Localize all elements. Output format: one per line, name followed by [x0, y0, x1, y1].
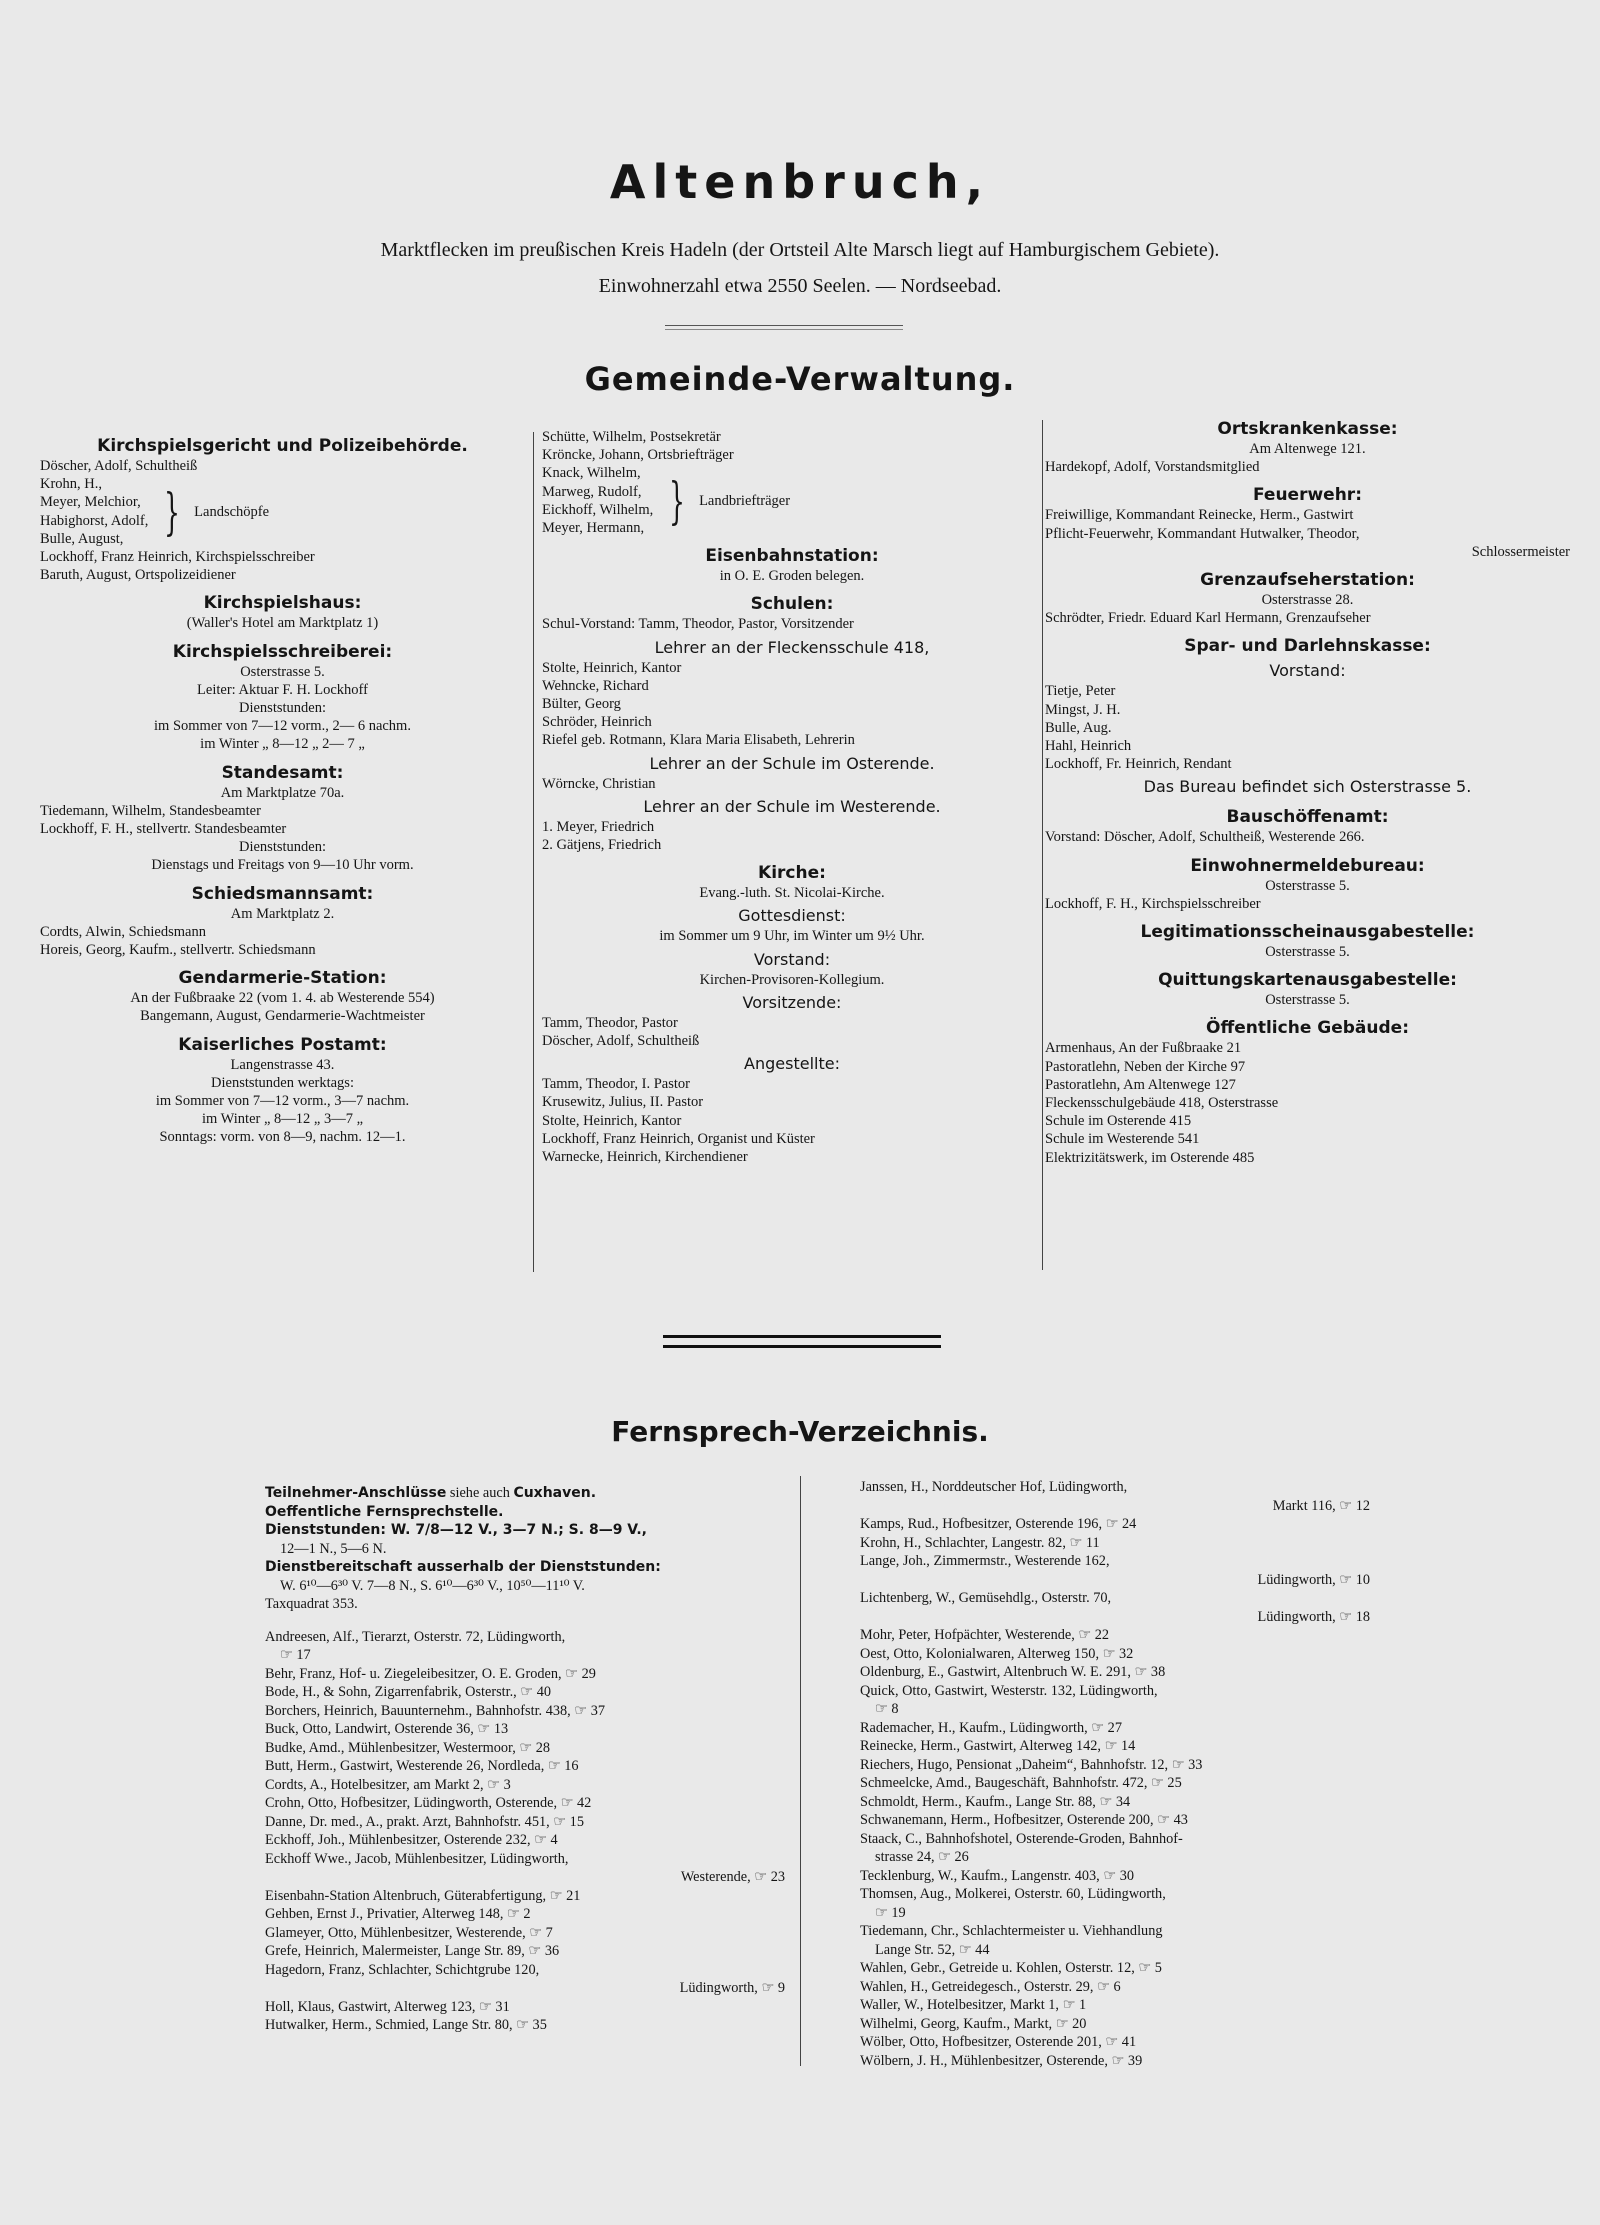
entry: Schütte, Wilhelm, Postsekretär: [542, 429, 721, 445]
entry: Cordts, Alwin, Schiedsmann: [40, 923, 206, 940]
heading: Ortskrankenkasse:: [1217, 419, 1398, 439]
heading: Feuerwehr:: [1253, 485, 1362, 506]
column-right: [1045, 418, 1570, 1167]
subheading: Vorstand:: [753, 949, 831, 969]
phone-entry: Holl, Klaus, Gastwirt, Alterweg 123, ☞ 31: [265, 1998, 510, 2015]
entry: Bangemann, August, Gendarmerie-Wachtmeister: [140, 1008, 425, 1025]
entry: Horeis, Georg, Kaufm., stellvertr. Schiedsmann: [40, 942, 316, 959]
heading: Schulen:: [750, 594, 834, 615]
entry: Pastoratlehn, Neben der Kirche 97: [1045, 1058, 1246, 1075]
subheading: Lehrer an der Fleckensschule 418,: [654, 637, 930, 657]
subheading: Lehrer an der Schule im Osterende.: [649, 753, 935, 773]
phone-entry: Eckhoff Wwe., Jacob, Mühlenbesitzer, Lüdingworth,: [265, 1850, 569, 1867]
intro-text: [0, 232, 1600, 304]
entry: Fleckensschulgebäude 418, Osterstrasse: [1045, 1095, 1279, 1112]
entry: Riefel geb. Rotmann, Klara Maria Elisabeth, Lehrerin: [542, 732, 855, 749]
note: Das Bureau befindet sich Osterstrasse 5.: [1143, 777, 1472, 797]
entry: Schröder, Heinrich: [542, 714, 652, 731]
entry: Krusewitz, Julius, II. Pastor: [542, 1094, 704, 1111]
entry: Habighorst, Adolf,: [40, 512, 149, 529]
phone-entry: Borchers, Heinrich, Bauunternehm., Bahnhofstr. 438, ☞ 37: [265, 1702, 605, 1719]
entry: Schlossermeister: [1471, 543, 1570, 560]
subheading: Vorsitzende:: [742, 992, 842, 1012]
brace: }: [669, 471, 686, 530]
phone-entry: Reinecke, Herm., Gastwirt, Alterweg 142, ☞ 14: [860, 1738, 1136, 1754]
phone-entry: strasse 24, ☞ 26: [875, 1849, 969, 1865]
section-title: Gemeinde-Verwaltung.: [584, 360, 1016, 398]
intro-line: Einwohnerzahl etwa 2550 Seelen. — Nordseebad.: [598, 275, 1002, 297]
entry: Kröncke, Johann, Ortsbriefträger: [542, 447, 734, 464]
subheading: Vorstand:: [1269, 661, 1346, 681]
hours: im Sommer von 7—12 vorm., 2— 6 nachm.: [154, 718, 411, 735]
entry: Tiedemann, Wilhelm, Standesbeamter: [40, 802, 261, 819]
column-left: [40, 435, 525, 1147]
heading: Kirche:: [758, 863, 826, 884]
hours: W. 6¹⁰—6³⁰ V. 7—8 N., S. 6¹⁰—6³⁰ V., 10⁵⁰—11¹⁰ V.: [280, 1577, 585, 1594]
entry: Warnecke, Heinrich, Kirchendiener: [542, 1149, 748, 1166]
phone-entry: Behr, Franz, Hof- u. Ziegeleibesitzer, O. E. Groden, ☞ 29: [265, 1665, 596, 1682]
entry: Armenhaus, An der Fußbraake 21: [1045, 1040, 1242, 1057]
entry: Schul-Vorstand: Tamm, Theodor, Pastor, Vorsitzender: [542, 616, 854, 633]
phone-entry: Thomsen, Aug., Molkerei, Osterstr. 60, Lüdingworth,: [860, 1886, 1166, 1902]
heading: Standesamt:: [221, 762, 344, 783]
address: Langenstrasse 43.: [230, 1056, 335, 1073]
address: Osterstrasse 5.: [240, 663, 325, 680]
hours: im Winter „ 8—12 „ 3—7 „: [201, 1111, 364, 1128]
phone-entry: Wölber, Otto, Hofbesitzer, Osterende 201, ☞ 41: [860, 2034, 1137, 2050]
entry: Lockhoff, F. H., Kirchspielsschreiber: [1045, 895, 1261, 912]
phone-entry: Eisenbahn-Station Altenbruch, Güterabfertigung, ☞ 21: [265, 1887, 581, 1904]
subheading: Dienststunden:: [239, 839, 326, 856]
phone-entry: Schwanemann, Herm., Hofbesitzer, Osterende 200, ☞ 43: [860, 1812, 1188, 1828]
note: [265, 1484, 785, 1503]
column-middle: [542, 428, 1042, 1166]
entry: Meyer, Melchior,: [40, 494, 141, 511]
phone-entry: Markt 116, ☞ 12: [1272, 1497, 1370, 1514]
phone-list-left: [265, 1484, 785, 2035]
phone-entry: Danne, Dr. med., A., prakt. Arzt, Bahnhofstr. 451, ☞ 15: [265, 1813, 584, 1830]
entry: Schule im Osterende 415: [1045, 1113, 1192, 1130]
subheading: Dienststunden:: [239, 700, 326, 717]
phone-entry: Wahlen, Gebr., Getreide u. Kohlen, Osterstr. 12, ☞ 5: [860, 1960, 1162, 1976]
double-rule: [663, 1335, 941, 1348]
entry: Freiwillige, Kommandant Reinecke, Herm., Gastwirt: [1045, 507, 1354, 524]
entry: Meyer, Hermann,: [542, 520, 645, 537]
hours: Sonntags: vorm. von 8—9, nachm. 12—1.: [159, 1129, 406, 1146]
heading: Kirchspielsgericht und Polizeibehörde.: [97, 436, 468, 456]
phone-entry: Lüdingworth, ☞ 9: [679, 1980, 785, 1996]
hours: im Winter „ 8—12 „ 2— 7 „: [200, 736, 365, 753]
address: Osterstrasse 28.: [1261, 592, 1354, 609]
entry: Pastoratlehn, Am Altenwege 127: [1045, 1076, 1236, 1093]
phone-entry: Cordts, A., Hotelbesitzer, am Markt 2, ☞ 3: [265, 1776, 511, 1793]
phone-entry: Lange Str. 52, ☞ 44: [875, 1941, 990, 1958]
address: Am Marktplatze 70a.: [220, 784, 345, 801]
heading: Quittungskartenausgabestelle:: [1158, 970, 1457, 991]
entry: Pflicht-Feuerwehr, Kommandant Hutwalker, Theodor,: [1045, 525, 1360, 542]
phone-entry: Lichtenberg, W., Gemüsehdlg., Osterstr. 70,: [860, 1590, 1112, 1606]
note-bold: Cuxhaven.: [513, 1485, 597, 1501]
group-landbrieftraeger: [542, 464, 1042, 537]
column-divider: [1042, 420, 1043, 1270]
entry: im Sommer um 9 Uhr, im Winter um 9½ Uhr.: [659, 928, 925, 945]
hours: Dienstbereitschaft ausserhalb der Dienststunden:: [265, 1559, 661, 1575]
phone-entry: Rademacher, H., Kaufm., Lüdingworth, ☞ 27: [860, 1719, 1122, 1736]
page-title: Altenbruch,: [609, 155, 991, 209]
phone-entry: Staack, C., Bahnhofshotel, Osterende-Groden, Bahnhof-: [860, 1830, 1183, 1847]
entry: Knack, Wilhelm,: [542, 465, 641, 482]
entry: Kirchen-Provisoren-Kollegium.: [699, 971, 885, 988]
phone-entry: Crohn, Otto, Hofbesitzer, Lüdingworth, Osterende, ☞ 42: [265, 1795, 592, 1811]
entry: Lockhoff, Fr. Heinrich, Rendant: [1045, 756, 1232, 773]
group-landschoepfe: [40, 475, 525, 548]
phone-entry: Lüdingworth, ☞ 18: [1257, 1608, 1370, 1625]
phone-entry: Westerende, ☞ 23: [680, 1869, 785, 1885]
phone-entry: Grefe, Heinrich, Malermeister, Lange Str. 89, ☞ 36: [265, 1943, 560, 1959]
entry: Eickhoff, Wilhelm,: [542, 501, 654, 518]
entry: Schrödter, Friedr. Eduard Karl Hermann, Grenzaufseher: [1045, 610, 1371, 627]
phone-list-right: [860, 1478, 1370, 2070]
intro-line: Marktflecken im preußischen Kreis Hadeln (der Ortsteil Alte Marsch liegt auf Hamburgischem Gebiete).: [380, 239, 1220, 261]
entry: Tamm, Theodor, I. Pastor: [542, 1076, 690, 1093]
heading: Eisenbahnstation:: [705, 546, 879, 567]
phone-entry: Lüdingworth, ☞ 10: [1257, 1571, 1370, 1588]
entry: Hahl, Heinrich: [1045, 738, 1132, 755]
entry: Lockhoff, Franz Heinrich, Kirchspielsschreiber: [40, 549, 315, 566]
entry: Leiter: Aktuar F. H. Lockhoff: [197, 681, 368, 698]
phone-entry: Butt, Herm., Gastwirt, Westerende 26, Nordleda, ☞ 16: [265, 1758, 579, 1774]
section-title: Fernsprech-Verzeichnis.: [611, 1415, 989, 1448]
entry: Wörncke, Christian: [542, 775, 656, 792]
entry: Schule im Westerende 541: [1045, 1131, 1200, 1148]
entry: Döscher, Adolf, Schultheiß: [542, 1033, 700, 1050]
phone-entry: Riechers, Hugo, Pensionat „Daheim“, Bahnhofstr. 12, ☞ 33: [860, 1756, 1203, 1773]
group-label: Landschöpfe: [194, 503, 270, 520]
phone-entry: Bode, H., & Sohn, Zigarrenfabrik, Osterstr., ☞ 40: [265, 1684, 552, 1700]
entry: Hardekopf, Adolf, Vorstandsmitglied: [1045, 459, 1260, 476]
phone-entry: Gehben, Ernst J., Privatier, Alterweg 148, ☞ 2: [265, 1906, 531, 1922]
heading: Kirchspielshaus:: [203, 593, 362, 614]
entry: Bulle, August,: [40, 530, 124, 547]
address: Osterstrasse 5.: [1265, 877, 1350, 894]
entry: Tamm, Theodor, Pastor: [542, 1014, 678, 1031]
phone-entry: Schmeelcke, Amd., Baugeschäft, Bahnhofstr. 472, ☞ 25: [860, 1775, 1182, 1791]
phone-entry: Buck, Otto, Landwirt, Osterende 36, ☞ 13: [265, 1721, 509, 1737]
heading: Öffentliche Gebäude:: [1206, 1018, 1409, 1039]
phone-entry: Wahlen, H., Getreidegesch., Osterstr. 29, ☞ 6: [860, 1978, 1121, 1995]
heading: Kaiserliches Postamt:: [178, 1034, 387, 1055]
heading: Schiedsmannsamt:: [191, 883, 374, 904]
phone-entry: Hagedorn, Franz, Schlachter, Schichtgrube 120,: [265, 1961, 540, 1978]
heading: Kirchspielsschreiberei:: [172, 641, 393, 662]
heading: Gendarmerie-Station:: [178, 968, 387, 989]
phone-entry: ☞ 17: [280, 1647, 311, 1663]
heading: Bauschöffenamt:: [1226, 807, 1389, 828]
brace: }: [164, 482, 181, 541]
entry: (Waller's Hotel am Marktplatz 1): [186, 615, 379, 632]
phone-entry: Mohr, Peter, Hofpächter, Westerende, ☞ 22: [860, 1627, 1110, 1643]
phone-entry: ☞ 8: [875, 1701, 899, 1717]
note-bold: Teilnehmer-Anschlüsse: [265, 1485, 447, 1501]
phone-entry: Wölbern, J. H., Mühlenbesitzer, Osterende, ☞ 39: [860, 2052, 1143, 2069]
entry: Lockhoff, Franz Heinrich, Organist und Küster: [542, 1130, 815, 1147]
column-divider: [533, 432, 534, 1272]
entry: Lockhoff, F. H., stellvertr. Standesbeamter: [40, 821, 287, 838]
subheading: Dienststunden werktags:: [211, 1074, 354, 1091]
entry: Krohn, H.,: [40, 476, 103, 493]
note-text: siehe auch: [446, 1485, 514, 1501]
phone-entry: Schmoldt, Herm., Kaufm., Lange Str. 88, ☞ 34: [860, 1793, 1131, 1810]
phone-entry: Hutwalker, Herm., Schmied, Lange Str. 80, ☞ 35: [265, 2017, 547, 2033]
phone-entry: Kamps, Rud., Hofbesitzer, Osterende 196, ☞ 24: [860, 1516, 1137, 1532]
phone-entry: Krohn, H., Schlachter, Langestr. 82, ☞ 11: [860, 1534, 1100, 1551]
phone-entry: Janssen, H., Norddeutscher Hof, Lüdingworth,: [860, 1479, 1128, 1495]
heading: Grenzaufseherstation:: [1200, 570, 1415, 591]
hours: Dienstags und Freitags von 9—10 Uhr vorm.: [151, 857, 414, 874]
subheading: Angestellte:: [744, 1054, 840, 1074]
entry: Bülter, Georg: [542, 696, 621, 713]
phone-entry: ☞ 19: [875, 1904, 906, 1921]
address: An der Fußbraake 22 (vom 1. 4. ab Westerende 554): [130, 990, 435, 1007]
subheading: Gottesdienst:: [738, 906, 846, 926]
hours: im Sommer von 7—12 vorm., 3—7 nachm.: [155, 1093, 410, 1110]
entry: Baruth, August, Ortspolizeidiener: [40, 567, 236, 584]
entry: Tietje, Peter: [1045, 683, 1116, 700]
entry: Evang.-luth. St. Nicolai-Kirche.: [699, 885, 885, 902]
entry: Elektrizitätswerk, im Osterende 485: [1045, 1149, 1255, 1166]
hours: Dienststunden: W. 7/8—12 V., 3—7 N.; S. 8—9 V.,: [265, 1522, 647, 1538]
column-divider: [800, 1476, 801, 2066]
entry: Döscher, Adolf, Schultheiß: [40, 458, 198, 474]
entry: 2. Gätjens, Friedrich: [542, 837, 662, 854]
divider: [665, 325, 903, 330]
phone-entry: Wilhelmi, Georg, Kaufm., Markt, ☞ 20: [860, 2015, 1087, 2032]
hours: 12—1 N., 5—6 N.: [280, 1540, 387, 1557]
phone-entry: Lange, Joh., Zimmermstr., Westerende 162,: [860, 1553, 1110, 1569]
phone-entry: Eckhoff, Joh., Mühlenbesitzer, Osterende 232, ☞ 4: [265, 1832, 558, 1848]
address: Osterstrasse 5.: [1265, 944, 1350, 961]
heading: Legitimationsscheinausgabestelle:: [1140, 922, 1475, 943]
entry: Stolte, Heinrich, Kantor: [542, 1112, 682, 1129]
address: Am Altenwege 121.: [1249, 441, 1366, 457]
entry: Bulle, Aug.: [1045, 719, 1112, 736]
group-label: Landbriefträger: [699, 492, 791, 509]
phone-entry: Quick, Otto, Gastwirt, Westerstr. 132, Lüdingworth,: [860, 1682, 1158, 1699]
entry: in O. E. Groden belegen.: [719, 568, 865, 585]
entry: Stolte, Heinrich, Kantor: [542, 659, 682, 676]
phone-entry: Waller, W., Hotelbesitzer, Markt 1, ☞ 1: [860, 1997, 1087, 2013]
phone-entry: Andreesen, Alf., Tierarzt, Osterstr. 72, Lüdingworth,: [265, 1628, 566, 1645]
phone-entry: Tecklenburg, W., Kaufm., Langenstr. 403, ☞ 30: [860, 1867, 1135, 1884]
entry: Marweg, Rudolf,: [542, 483, 642, 500]
entry: Mingst, J. H.: [1045, 701, 1121, 718]
address: Am Marktplatz 2.: [230, 905, 335, 922]
entry: Vorstand: Döscher, Adolf, Schultheiß, Westerende 266.: [1045, 829, 1365, 846]
heading: Einwohnermeldebureau:: [1190, 855, 1425, 876]
address: Osterstrasse 5.: [1265, 992, 1350, 1009]
phone-entry: Budke, Amd., Mühlenbesitzer, Westermoor, ☞ 28: [265, 1739, 551, 1756]
heading: Spar- und Darlehnskasse:: [1184, 636, 1431, 657]
note: Oeffentliche Fernsprechstelle.: [265, 1503, 504, 1520]
subheading: Lehrer an der Schule im Westerende.: [643, 796, 941, 816]
entry: 1. Meyer, Friedrich: [542, 818, 655, 835]
phone-entry: Glameyer, Otto, Mühlenbesitzer, Westerende, ☞ 7: [265, 1924, 553, 1941]
phone-entry: Oest, Otto, Kolonialwaren, Alterweg 150, ☞ 32: [860, 1645, 1134, 1662]
note: Taxquadrat 353.: [265, 1596, 358, 1612]
phone-entry: Tiedemann, Chr., Schlachtermeister u. Viehhandlung: [860, 1923, 1163, 1939]
entry: Wehncke, Richard: [542, 677, 649, 694]
phone-entry: Oldenburg, E., Gastwirt, Altenbruch W. E. 291, ☞ 38: [860, 1664, 1166, 1680]
